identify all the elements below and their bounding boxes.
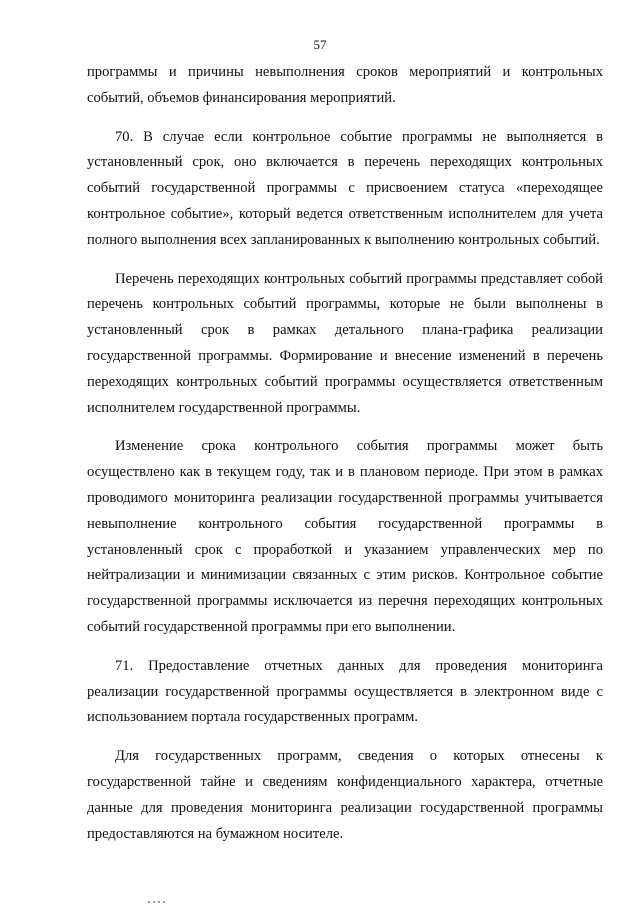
paragraph-continuation: программы и причины невыполнения сроков мероприятий и контрольных событий, объемов финансирования мероприятий. [87, 64, 603, 106]
scan-artifact [148, 901, 166, 903]
paragraph-transition-list: Перечень переходящих контрольных событий программы представляет собой перечень контрольных событий программы, которые не были выполнены в установленный срок в рамках детального плана-графика реализации государственной программы. Формирование и внесение изменений в перечень переходящих контрольных событий программы осуществляется ответственным исполнителем государственной программы. [87, 270, 603, 416]
paragraph-deadline-change: Изменение срока контрольного события программы может быть осуществлено как в текущем году, так и в плановом периоде. При этом в рамках проводимого мониторинга реализации государственной программы учитывается невыполнение контрольного события государственной программы в установленный срок с проработкой и указанием управленческих мер по нейтрализации и минимизации связанных с этим рисков. Контрольное событие государственной программы исключается из перечня переходящих контрольных событий государственной программы при его выполнении. [87, 438, 603, 635]
page-number: 57 [313, 37, 327, 52]
document-body [87, 60, 603, 847]
paragraph-71: 71. Предоставление отчетных данных для проведения мониторинга реализации государственной программы осуществляется в электронном виде с использованием портала государственных программ. [87, 657, 603, 726]
paragraph-70: 70. В случае если контрольное событие программы не выполняется в установленный срок, оно включается в перечень переходящих контрольных событий государственной программы с присвоением статуса «переходящее контрольное событие», который ведется ответственным исполнителем для учета полного выполнения всех запланированных к выполнению контрольных событий. [87, 128, 603, 248]
paragraph-classified-programs: Для государственных программ, сведения о которых отнесены к государственной тайне и сведениям конфиденциального характера, отчетные данные для проведения мониторинга реализации государственной программы предоставляются на бумажном носителе. [87, 748, 603, 842]
